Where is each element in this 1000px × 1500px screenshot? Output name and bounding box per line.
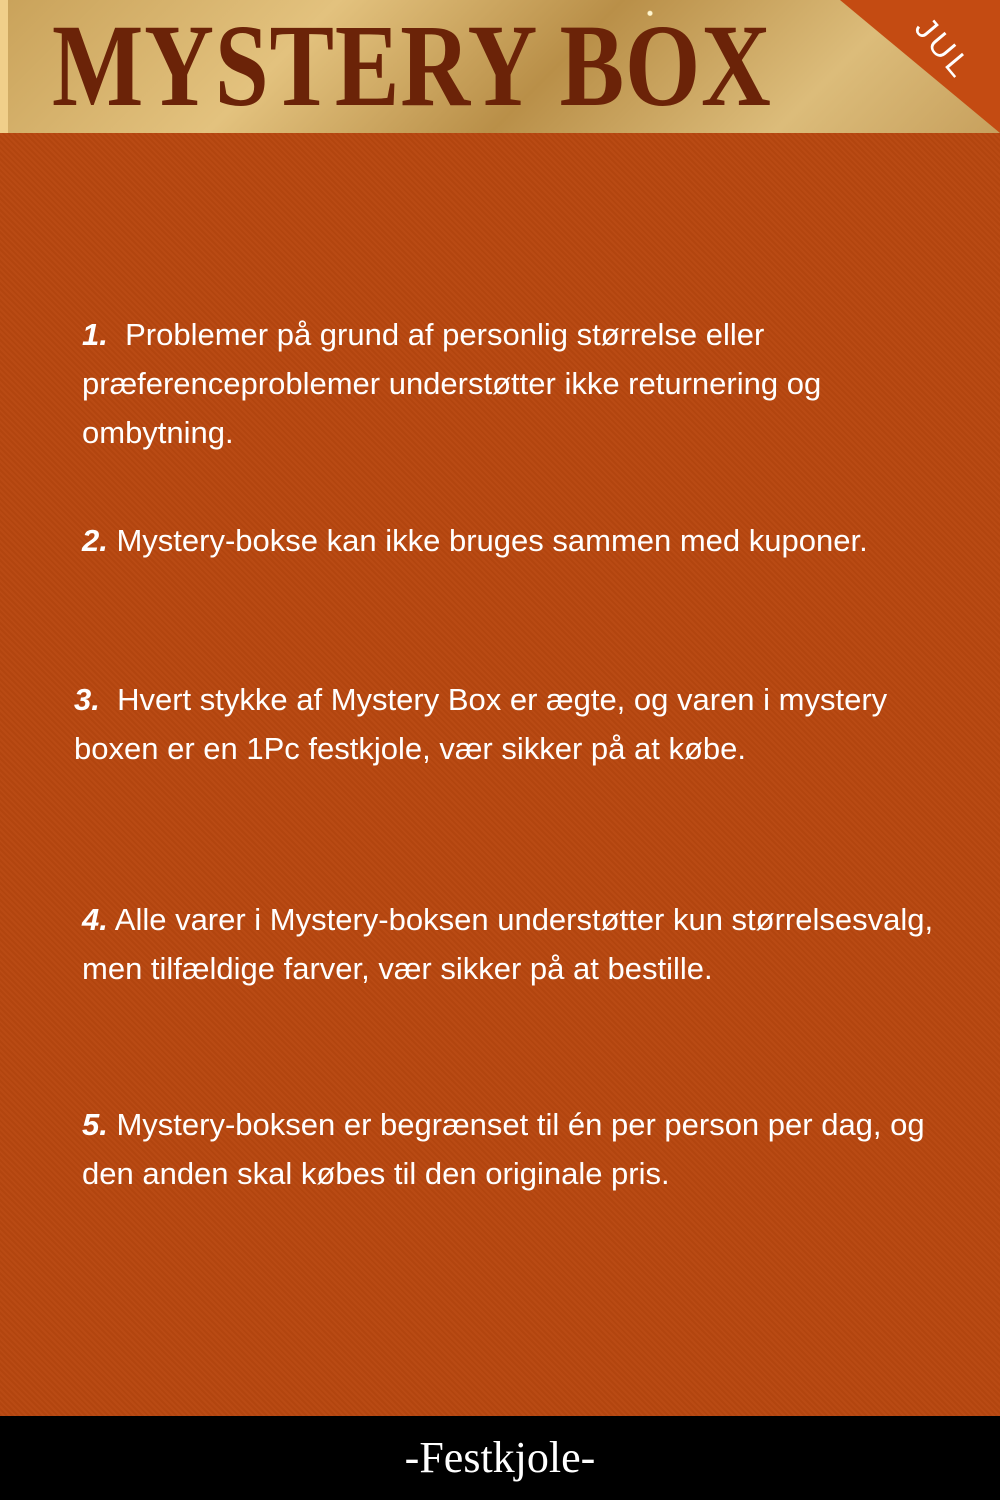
corner-ribbon: [840, 0, 1000, 133]
rule-text: Hvert stykke af Mystery Box er ægte, og varen i mystery boxen er en 1Pc festkjole, vær sikker på at købe.: [74, 682, 888, 766]
rule-item-3: [74, 675, 934, 773]
header-banner: [0, 0, 1000, 133]
page-title: MYSTERY BOX: [52, 0, 772, 131]
corner-badge-label: JUL: [907, 10, 980, 87]
rule-text: Mystery-boksen er begrænset til én per person per dag, og den anden skal købes til den originale pris.: [82, 1107, 925, 1191]
rule-item-5: [82, 1100, 942, 1198]
rule-number: 5.: [82, 1107, 108, 1142]
footer-bar: [0, 1416, 1000, 1500]
footer-label: -Festkjole-: [404, 1433, 596, 1482]
rule-number: 4.: [82, 902, 108, 937]
rule-number: 2.: [82, 523, 108, 558]
rule-text: Alle varer i Mystery-boksen understøtter kun størrelsesvalg, men tilfældige farver, vær sikker på at bestille.: [82, 902, 934, 986]
rule-item-2: [82, 516, 942, 565]
rule-text: Mystery-bokse kan ikke bruges sammen med kuponer.: [116, 523, 868, 558]
rule-item-4: [82, 895, 942, 993]
rule-number: 3.: [74, 682, 100, 717]
rule-item-1: [82, 310, 942, 457]
rule-number: 1.: [82, 317, 108, 352]
rules-panel: [0, 133, 1000, 1416]
rule-text: Problemer på grund af personlig størrelse eller præferenceproblemer understøtter ikke returnering og ombytning.: [82, 317, 822, 450]
